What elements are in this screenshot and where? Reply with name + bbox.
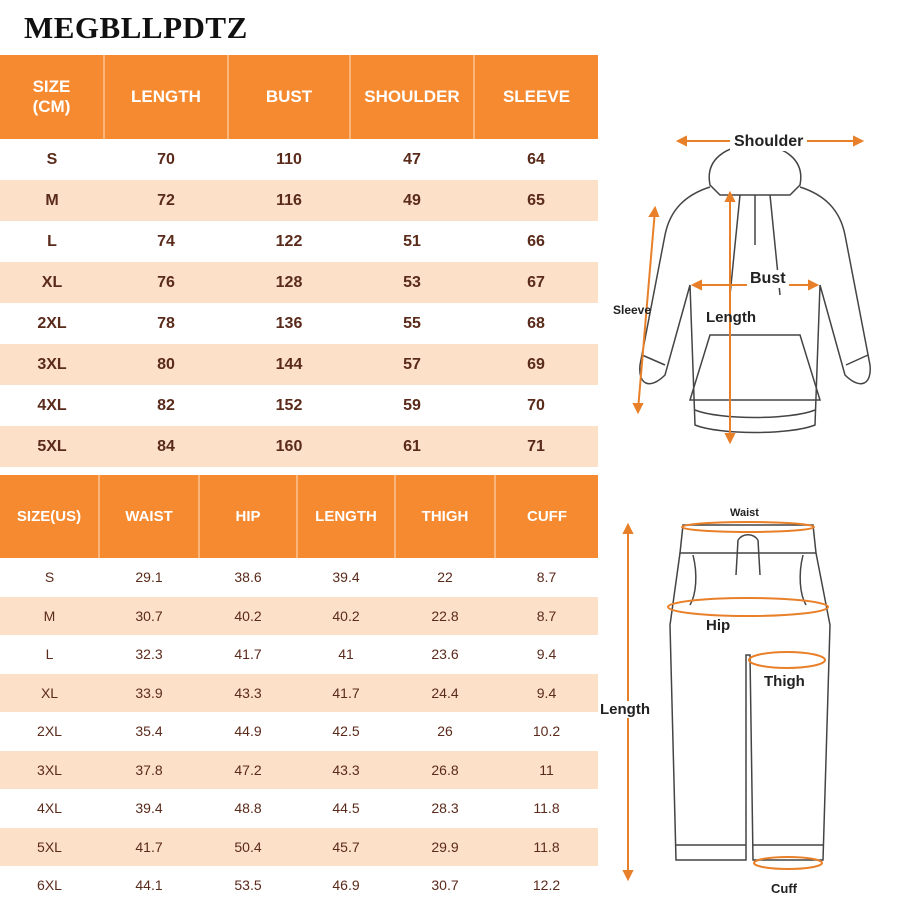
bottom-table-value-cell: 29.1 [99, 558, 199, 597]
bottom-table-value-cell: 43.3 [297, 751, 395, 790]
bottom-table-row [0, 597, 598, 636]
bottom-table-value-cell: 44.9 [199, 712, 297, 751]
top-table-value-cell: 110 [228, 139, 350, 180]
top-table-value-cell: 68 [474, 303, 598, 344]
bottom-table-value-cell: 23.6 [395, 635, 495, 674]
bottom-table-value-cell: 24.4 [395, 674, 495, 713]
bottom-table-size-cell: L [0, 635, 99, 674]
top-table-value-cell: 160 [228, 426, 350, 467]
bottom-table-value-cell: 39.4 [99, 789, 199, 828]
top-table-row [0, 139, 598, 180]
top-size-table [0, 55, 598, 467]
pants-waist-label: Waist [730, 507, 759, 519]
bottom-table-value-cell: 41 [297, 635, 395, 674]
top-table-value-cell: 47 [350, 139, 474, 180]
top-table-size-cell: 3XL [0, 344, 104, 385]
bottom-table-value-cell: 22.8 [395, 597, 495, 636]
bottom-table-size-cell: XL [0, 674, 99, 713]
bottom-table-value-cell: 22 [395, 558, 495, 597]
top-table-size-cell: L [0, 221, 104, 262]
bottom-table-header-cell: CUFF [495, 475, 598, 558]
top-table-value-cell: 71 [474, 426, 598, 467]
bottom-table-value-cell: 40.2 [297, 597, 395, 636]
top-table-value-cell: 66 [474, 221, 598, 262]
top-table-value-cell: 70 [104, 139, 228, 180]
top-table-value-cell: 61 [350, 426, 474, 467]
top-table-header-cell: BUST [228, 55, 350, 139]
bottom-table-value-cell: 11.8 [495, 789, 598, 828]
bottom-table-value-cell: 28.3 [395, 789, 495, 828]
top-table-value-cell: 80 [104, 344, 228, 385]
top-table-value-cell: 49 [350, 180, 474, 221]
top-table-value-cell: 128 [228, 262, 350, 303]
bottom-table-row [0, 712, 598, 751]
bottom-table-row [0, 866, 598, 905]
top-table-row [0, 180, 598, 221]
hoodie-shoulder-label: Shoulder [730, 133, 807, 151]
top-table-size-cell: 2XL [0, 303, 104, 344]
pants-cuff-label: Cuff [771, 881, 797, 896]
bottom-table-value-cell: 39.4 [297, 558, 395, 597]
top-table-row [0, 426, 598, 467]
bottom-table-value-cell: 37.8 [99, 751, 199, 790]
top-table-value-cell: 59 [350, 385, 474, 426]
top-table-value-cell: 55 [350, 303, 474, 344]
top-table-value-cell: 82 [104, 385, 228, 426]
bottom-table-header [0, 475, 598, 558]
bottom-table-row [0, 635, 598, 674]
top-table-row [0, 262, 598, 303]
top-table-value-cell: 70 [474, 385, 598, 426]
bottom-table-value-cell: 40.2 [199, 597, 297, 636]
bottom-table-value-cell: 43.3 [199, 674, 297, 713]
top-table-value-cell: 65 [474, 180, 598, 221]
bottom-table-value-cell: 12.2 [495, 866, 598, 905]
top-table-value-cell: 122 [228, 221, 350, 262]
bottom-table-size-cell: 3XL [0, 751, 99, 790]
bottom-table-value-cell: 41.7 [297, 674, 395, 713]
hoodie-length-label: Length [706, 309, 756, 326]
bottom-table-value-cell: 41.7 [199, 635, 297, 674]
bottom-table-value-cell: 53.5 [199, 866, 297, 905]
bottom-table-row [0, 828, 598, 867]
bottom-table-size-cell: 4XL [0, 789, 99, 828]
bottom-table-header-cell: WAIST [99, 475, 199, 558]
bottom-table-value-cell: 35.4 [99, 712, 199, 751]
top-table-header [0, 55, 598, 139]
bottom-table-value-cell: 10.2 [495, 712, 598, 751]
bottom-table-header-cell: LENGTH [297, 475, 395, 558]
top-table-value-cell: 72 [104, 180, 228, 221]
top-table-size-cell: 4XL [0, 385, 104, 426]
pants-diagram [598, 505, 898, 897]
bottom-table-value-cell: 50.4 [199, 828, 297, 867]
pants-length-label: Length [600, 701, 650, 718]
top-table-value-cell: 64 [474, 139, 598, 180]
bottom-table-value-cell: 47.2 [199, 751, 297, 790]
bottom-table-header-cell: SIZE(US) [0, 475, 99, 558]
bottom-table-row [0, 751, 598, 790]
top-table-row [0, 303, 598, 344]
top-table-value-cell: 53 [350, 262, 474, 303]
top-table-size-cell: S [0, 139, 104, 180]
top-table-header-cell: LENGTH [104, 55, 228, 139]
top-table-value-cell: 84 [104, 426, 228, 467]
top-table-value-cell: 51 [350, 221, 474, 262]
bottom-table-value-cell: 45.7 [297, 828, 395, 867]
top-table-header-cell: SIZE (CM) [0, 55, 104, 139]
pants-thigh-label: Thigh [764, 673, 805, 690]
bottom-table-value-cell: 33.9 [99, 674, 199, 713]
bottom-table-body [0, 558, 598, 905]
top-table-value-cell: 152 [228, 385, 350, 426]
bottom-table-value-cell: 11.8 [495, 828, 598, 867]
top-table-value-cell: 116 [228, 180, 350, 221]
top-table-size-cell: XL [0, 262, 104, 303]
brand-title: MEGBLLPDTZ [24, 10, 248, 45]
bottom-table-row [0, 674, 598, 713]
top-table-value-cell: 136 [228, 303, 350, 344]
top-table-header-cell: SHOULDER [350, 55, 474, 139]
bottom-table-value-cell: 44.1 [99, 866, 199, 905]
top-table-value-cell: 76 [104, 262, 228, 303]
bottom-table-value-cell: 9.4 [495, 674, 598, 713]
bottom-table-size-cell: 2XL [0, 712, 99, 751]
top-table-body [0, 139, 598, 467]
bottom-table-size-cell: S [0, 558, 99, 597]
bottom-size-table [0, 475, 598, 905]
bottom-table-size-cell: 6XL [0, 866, 99, 905]
top-table-value-cell: 74 [104, 221, 228, 262]
top-table-value-cell: 78 [104, 303, 228, 344]
top-table-size-cell: 5XL [0, 426, 104, 467]
bottom-table-header-cell: THIGH [395, 475, 495, 558]
bottom-table-value-cell: 42.5 [297, 712, 395, 751]
hoodie-diagram [610, 125, 895, 455]
hoodie-bust-label: Bust [747, 270, 789, 288]
bottom-table-size-cell: 5XL [0, 828, 99, 867]
top-table-value-cell: 67 [474, 262, 598, 303]
top-table-value-cell: 144 [228, 344, 350, 385]
bottom-table-header-cell: HIP [199, 475, 297, 558]
top-table-row [0, 221, 598, 262]
top-table-size-cell: M [0, 180, 104, 221]
bottom-table-value-cell: 8.7 [495, 597, 598, 636]
bottom-table-value-cell: 46.9 [297, 866, 395, 905]
bottom-table-value-cell: 30.7 [395, 866, 495, 905]
bottom-table-value-cell: 38.6 [199, 558, 297, 597]
pants-hip-label: Hip [706, 617, 731, 634]
top-table-row [0, 385, 598, 426]
bottom-table-value-cell: 26 [395, 712, 495, 751]
bottom-table-value-cell: 11 [495, 751, 598, 790]
bottom-table-row [0, 558, 598, 597]
bottom-table-value-cell: 9.4 [495, 635, 598, 674]
bottom-table-value-cell: 48.8 [199, 789, 297, 828]
bottom-table-value-cell: 8.7 [495, 558, 598, 597]
bottom-table-value-cell: 32.3 [99, 635, 199, 674]
hoodie-illustration [610, 125, 895, 455]
bottom-table-value-cell: 26.8 [395, 751, 495, 790]
bottom-table-value-cell: 30.7 [99, 597, 199, 636]
top-table-row [0, 344, 598, 385]
bottom-table-value-cell: 41.7 [99, 828, 199, 867]
bottom-table-size-cell: M [0, 597, 99, 636]
top-table-value-cell: 69 [474, 344, 598, 385]
bottom-table-value-cell: 29.9 [395, 828, 495, 867]
top-table-value-cell: 57 [350, 344, 474, 385]
bottom-table-row [0, 789, 598, 828]
hoodie-sleeve-label: Sleeve [613, 303, 652, 317]
bottom-table-value-cell: 44.5 [297, 789, 395, 828]
top-table-header-cell: SLEEVE [474, 55, 598, 139]
